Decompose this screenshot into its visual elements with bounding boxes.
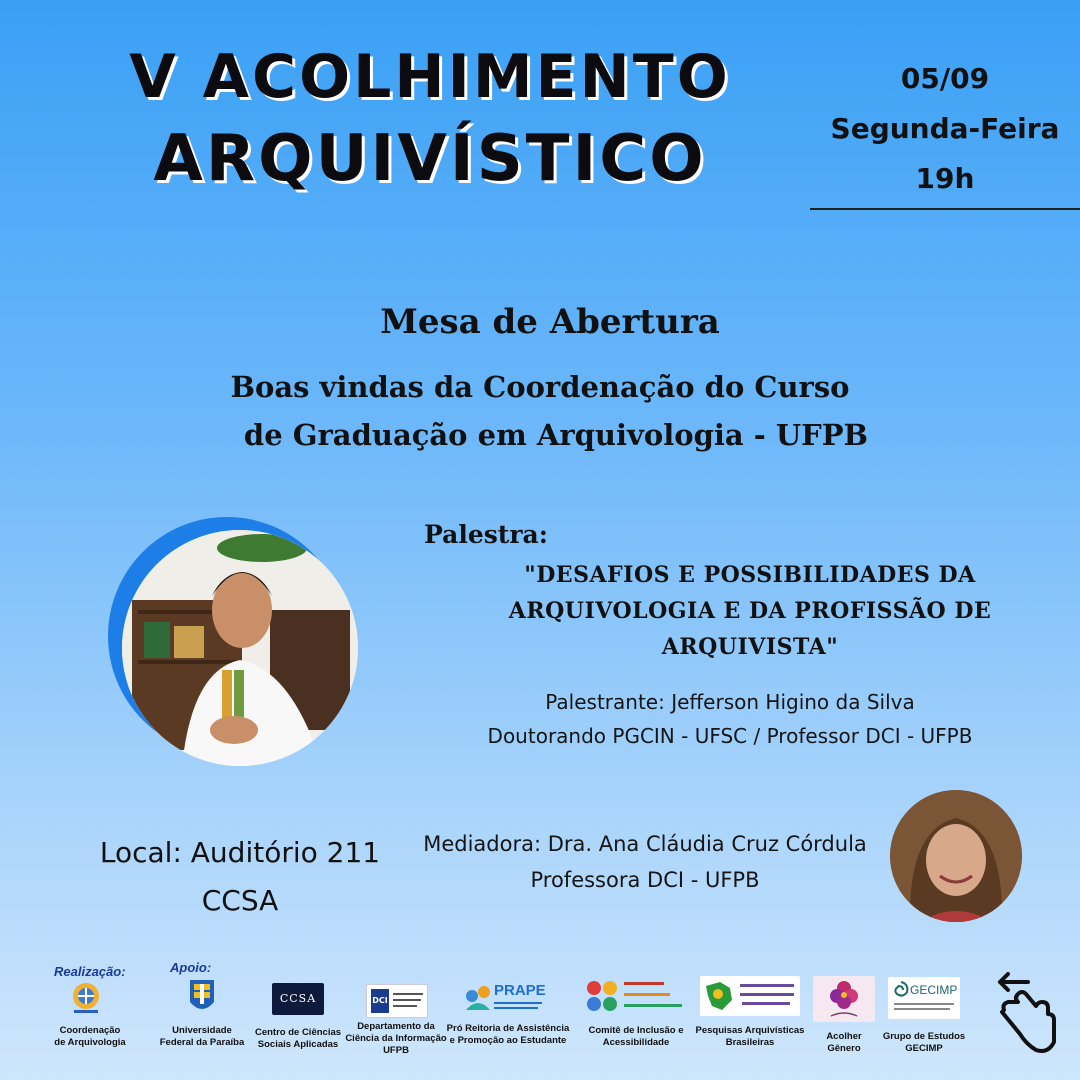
date-divider (810, 208, 1080, 210)
logo-caption-prape: Pró Reitoria de Assistência e Promoção ao Estudante (446, 1023, 570, 1046)
dci-logo: DCI (366, 984, 428, 1018)
location-building: CCSA (201, 884, 279, 917)
swipe-hand-icon[interactable] (990, 972, 1062, 1058)
opening-line2: de Graduação em Arquivologia - UFPB (243, 418, 869, 452)
location-room: Local: Auditório 211 (99, 836, 381, 869)
apoio-label: Apoio: (170, 960, 212, 975)
ufpb-crest (188, 978, 216, 1016)
comite-logo (584, 976, 688, 1018)
event-title-line1: V ACOLHIMENTO (129, 42, 731, 112)
ccsa-logo: CCSA (272, 983, 324, 1015)
opening-heading: Mesa de Abertura (380, 302, 720, 342)
logo-caption-comite: Comitê de Inclusão e Acessibilidade (588, 1025, 684, 1048)
talk-title-line3: ARQUIVISTA" (661, 634, 839, 660)
prape-logo: PRAPE (462, 982, 546, 1014)
logo-caption-pesquisas: Pesquisas Arquivísticas Brasileiras (695, 1025, 805, 1048)
flower-logo (813, 976, 875, 1022)
event-weekday: Segunda-Feira (830, 112, 1060, 145)
opening-line1: Boas vindas da Coordenação do Curso (230, 370, 850, 404)
mediator-name: Mediadora: Dra. Ana Cláudia Cruz Córdula (423, 832, 867, 856)
arquivologia-logo (66, 980, 106, 1016)
mediator-photo (890, 790, 1022, 922)
speaker-photo (122, 530, 358, 766)
talk-label: Palestra: (424, 520, 548, 549)
logo-caption-gecimp: Grupo de Estudos GECIMP (882, 1031, 966, 1054)
mediator-role: Professora DCI - UFPB (530, 868, 760, 892)
event-time: 19h (915, 162, 975, 195)
logo-caption-acolher: Acolher Gênero (826, 1031, 862, 1054)
event-title-line2: ARQUIVÍSTICO (153, 122, 707, 196)
gecimp-logo: GECIMP (888, 977, 960, 1019)
event-date: 05/09 (900, 62, 990, 95)
speaker-role: Doutorando PGCIN - UFSC / Professor DCI - UFPB (487, 724, 973, 748)
logo-caption-ufpb: Universidade Federal da Paraíba (159, 1025, 245, 1048)
logo-caption-ccsa: Centro de Ciências Sociais Aplicadas (254, 1027, 342, 1050)
brazil-map-logo (700, 976, 800, 1016)
logo-caption-dci: Departamento da Ciência da Informação UFPB (345, 1021, 447, 1056)
talk-title-line2: ARQUIVOLOGIA E DA PROFISSÃO DE (508, 598, 992, 624)
logo-caption-arquivologia: Coordenação de Arquivologia (54, 1025, 126, 1048)
talk-title-line1: "DESAFIOS E POSSIBILIDADES DA (524, 562, 976, 588)
speaker-name: Palestrante: Jefferson Higino da Silva (545, 690, 915, 714)
realizacao-label: Realização: (54, 964, 126, 979)
